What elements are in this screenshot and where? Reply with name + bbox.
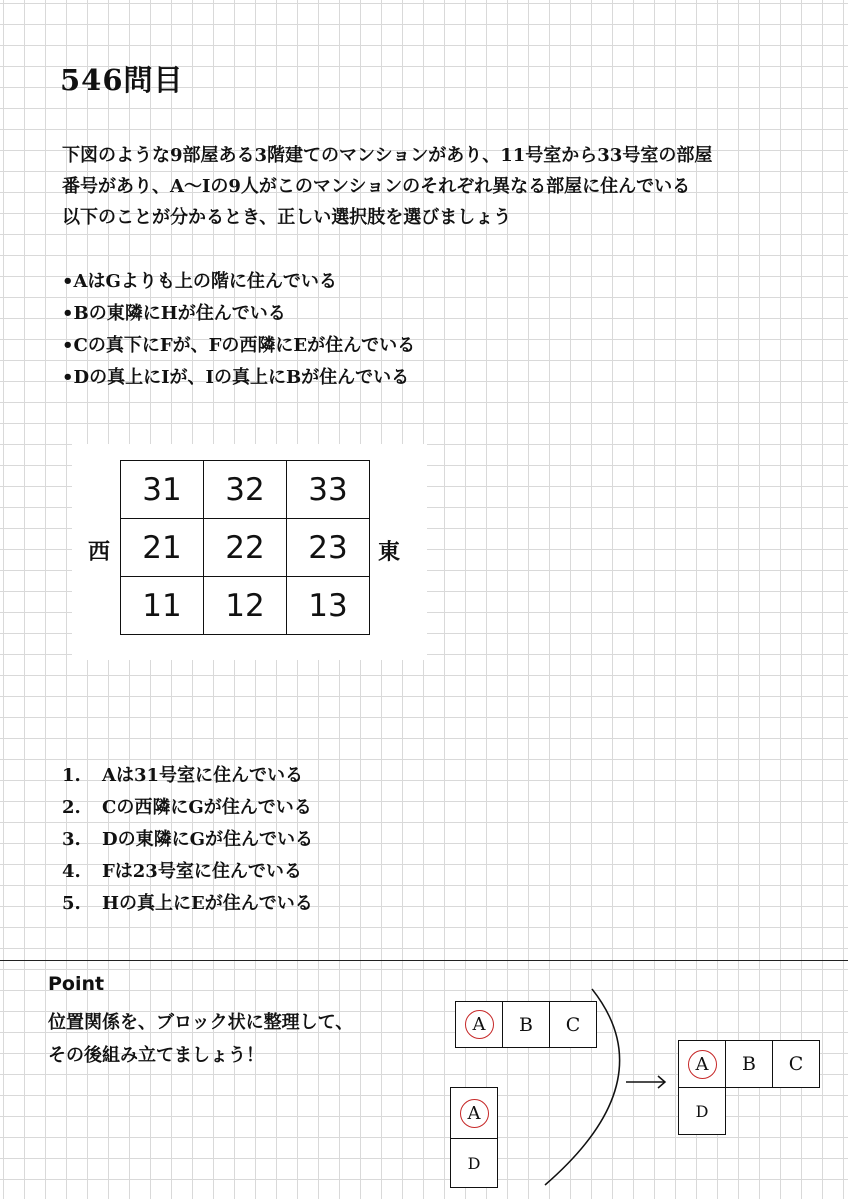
room-cell: 13 (287, 577, 370, 635)
intro-line: 以下のことが分かるとき、正しい選択肢を選びましょう (62, 207, 512, 228)
room-cell: 12 (204, 577, 287, 635)
circled-a: A (465, 1010, 494, 1039)
option-number: 4. (62, 861, 81, 882)
block-cell-a (450, 1087, 498, 1139)
option-text: Hの真上にEが住んでいる (102, 893, 313, 914)
room-diagram (72, 444, 427, 660)
point-line: 位置関係を、ブロック状に整理して、 (48, 1012, 354, 1033)
room-cell: 21 (121, 519, 204, 577)
problem-statement (62, 140, 832, 233)
block-cell-d: D (678, 1087, 726, 1135)
option-item[interactable] (62, 824, 313, 856)
point-explanation (48, 1006, 353, 1072)
option-number: 3. (62, 829, 81, 850)
condition-item: •Dの真上にIが、Iの真上にBが住んでいる (62, 367, 410, 388)
option-item[interactable] (62, 792, 313, 824)
circled-a: A (688, 1050, 717, 1079)
block-cell-b: B (725, 1040, 773, 1088)
block-cell-c: C (549, 1001, 597, 1048)
condition-item: •Cの真下にFが、Fの西隣にEが住んでいる (62, 335, 416, 356)
option-text: Cの西隣にGが住んでいる (102, 797, 312, 818)
combine-arrow-icon (540, 985, 680, 1190)
room-cell: 33 (287, 461, 370, 519)
room-grid (120, 460, 370, 635)
block-cell-a (678, 1040, 726, 1088)
option-text: Fは23号室に住んでいる (102, 861, 302, 882)
intro-line: 番号があり、A〜Iの9人がこのマンションのそれぞれ異なる部屋に住んでいる (62, 176, 691, 197)
room-cell: 22 (204, 519, 287, 577)
block-cell-d: D (450, 1138, 498, 1188)
block-cell-a (455, 1001, 503, 1048)
intro-line: 下図のような9部屋ある3階建てのマンションがあり、11号室から33号室の部屋 (62, 145, 713, 166)
option-text: Aは31号室に住んでいる (102, 765, 304, 786)
condition-item: •Bの東隣にHが住んでいる (62, 303, 286, 324)
conditions-list (62, 266, 415, 394)
condition-item: •AはGよりも上の階に住んでいる (62, 271, 337, 292)
room-cell: 31 (121, 461, 204, 519)
west-label: 西 (88, 539, 111, 565)
point-line: その後組み立てましょう！ (48, 1045, 264, 1066)
option-item[interactable] (62, 856, 313, 888)
option-number: 2. (62, 797, 81, 818)
room-cell: 32 (204, 461, 287, 519)
option-item[interactable] (62, 760, 313, 792)
point-heading: Point (48, 973, 105, 995)
option-text: Dの東隣にGが住んでいる (102, 829, 313, 850)
block-cell-c: C (772, 1040, 820, 1088)
section-divider (0, 960, 848, 961)
page-title: 546問目 (60, 63, 184, 97)
block-cell-b: B (502, 1001, 550, 1048)
room-cell: 11 (121, 577, 204, 635)
answer-options (62, 760, 313, 920)
option-item[interactable] (62, 888, 313, 920)
room-cell: 23 (287, 519, 370, 577)
east-label: 東 (378, 539, 401, 565)
option-number: 1. (62, 765, 81, 786)
circled-a: A (460, 1099, 489, 1128)
option-number: 5. (62, 893, 81, 914)
